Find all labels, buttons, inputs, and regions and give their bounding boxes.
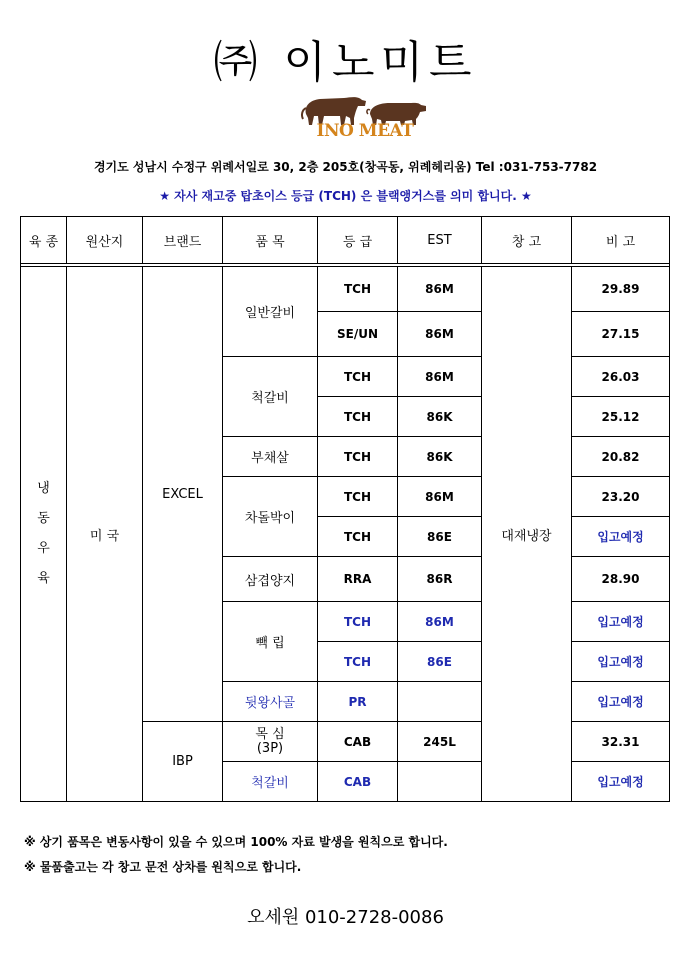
stock-table (20, 216, 670, 802)
grade-cell: CAB (318, 762, 398, 802)
ino-meat-logo (300, 92, 430, 142)
product-cell: 빽 립 (223, 602, 318, 682)
note-cell: 29.89 (572, 267, 670, 312)
table-header-row (21, 217, 670, 264)
product-cell: 일반갈비 (223, 267, 318, 357)
grade-cell: TCH (318, 642, 398, 682)
note-cell: 26.03 (572, 357, 670, 397)
grade-cell: CAB (318, 722, 398, 762)
product-cell: 부채살 (223, 437, 318, 477)
grade-cell: TCH (318, 397, 398, 437)
note-cell: 입고예정 (572, 762, 670, 802)
product-cell: 뒷왕사골 (223, 682, 318, 722)
est-cell: 86M (398, 477, 482, 517)
grade-cell: TCH (318, 357, 398, 397)
note-cell: 입고예정 (572, 682, 670, 722)
footer-note-2: ※ 물품출고는 각 창고 문전 상차를 원칙으로 합니다. (24, 860, 302, 874)
note-cell: 23.20 (572, 477, 670, 517)
logo-text: INO MEAT (316, 121, 414, 141)
est-cell: 86E (398, 642, 482, 682)
est-cell: 86E (398, 517, 482, 557)
warehouse-cell: 대재냉장 (482, 267, 572, 802)
note-cell: 28.90 (572, 557, 670, 602)
company-name: ㈜ 이노미트 (213, 37, 478, 88)
grade-cell: TCH (318, 477, 398, 517)
est-cell: 245L (398, 722, 482, 762)
grade-cell: SE/UN (318, 312, 398, 357)
product-cell: 척갈비 (223, 357, 318, 437)
note-cell: 입고예정 (572, 602, 670, 642)
company-address: 경기도 성남시 수정구 위례서일로 30, 2층 205호(창곡동, 위례헤리움) Tel :031-753-7782 (93, 160, 598, 174)
est-cell: 86M (398, 602, 482, 642)
grade-notice: ★ 자사 재고중 탑초이스 등급 (TCH) 은 블랙앵거스를 의미 합니다. ★ (159, 189, 532, 203)
table-row (21, 267, 670, 312)
est-cell: 86M (398, 267, 482, 312)
brand-cell-ibp: IBP (143, 722, 223, 802)
origin-cell: 미 국 (67, 267, 143, 802)
est-cell: 86R (398, 557, 482, 602)
col-header-product: 품 목 (223, 217, 318, 264)
note-cell: 입고예정 (572, 642, 670, 682)
est-cell: 86M (398, 357, 482, 397)
est-cell: 86K (398, 397, 482, 437)
category-cell: 냉 동 우 육 (21, 267, 67, 802)
grade-cell: TCH (318, 517, 398, 557)
est-cell (398, 762, 482, 802)
note-cell: 입고예정 (572, 517, 670, 557)
footer-note-1: ※ 상기 품목은 변동사항이 있을 수 있으며 100% 자료 발생을 원칙으로 합니다. (24, 835, 448, 849)
col-header-category: 육 종 (21, 217, 67, 264)
col-header-est: EST (398, 217, 482, 264)
grade-cell: TCH (318, 267, 398, 312)
col-header-warehouse: 창 고 (482, 217, 572, 264)
product-cell: 척갈비 (223, 762, 318, 802)
est-cell: 86M (398, 312, 482, 357)
product-cell: 차돌박이 (223, 477, 318, 557)
note-cell: 25.12 (572, 397, 670, 437)
col-header-origin: 원산지 (67, 217, 143, 264)
brand-cell-excel: EXCEL (143, 267, 223, 722)
col-header-note: 비 고 (572, 217, 670, 264)
note-cell: 20.82 (572, 437, 670, 477)
product-cell: 목 심 (3P) (223, 722, 318, 762)
note-cell: 27.15 (572, 312, 670, 357)
grade-cell: TCH (318, 437, 398, 477)
grade-cell: RRA (318, 557, 398, 602)
est-cell: 86K (398, 437, 482, 477)
note-cell: 32.31 (572, 722, 670, 762)
grade-cell: PR (318, 682, 398, 722)
col-header-brand: 브랜드 (143, 217, 223, 264)
product-cell: 삼겹양지 (223, 557, 318, 602)
grade-cell: TCH (318, 602, 398, 642)
est-cell (398, 682, 482, 722)
contact-info: 오세원 010-2728-0086 (247, 907, 444, 928)
col-header-grade: 등 급 (318, 217, 398, 264)
